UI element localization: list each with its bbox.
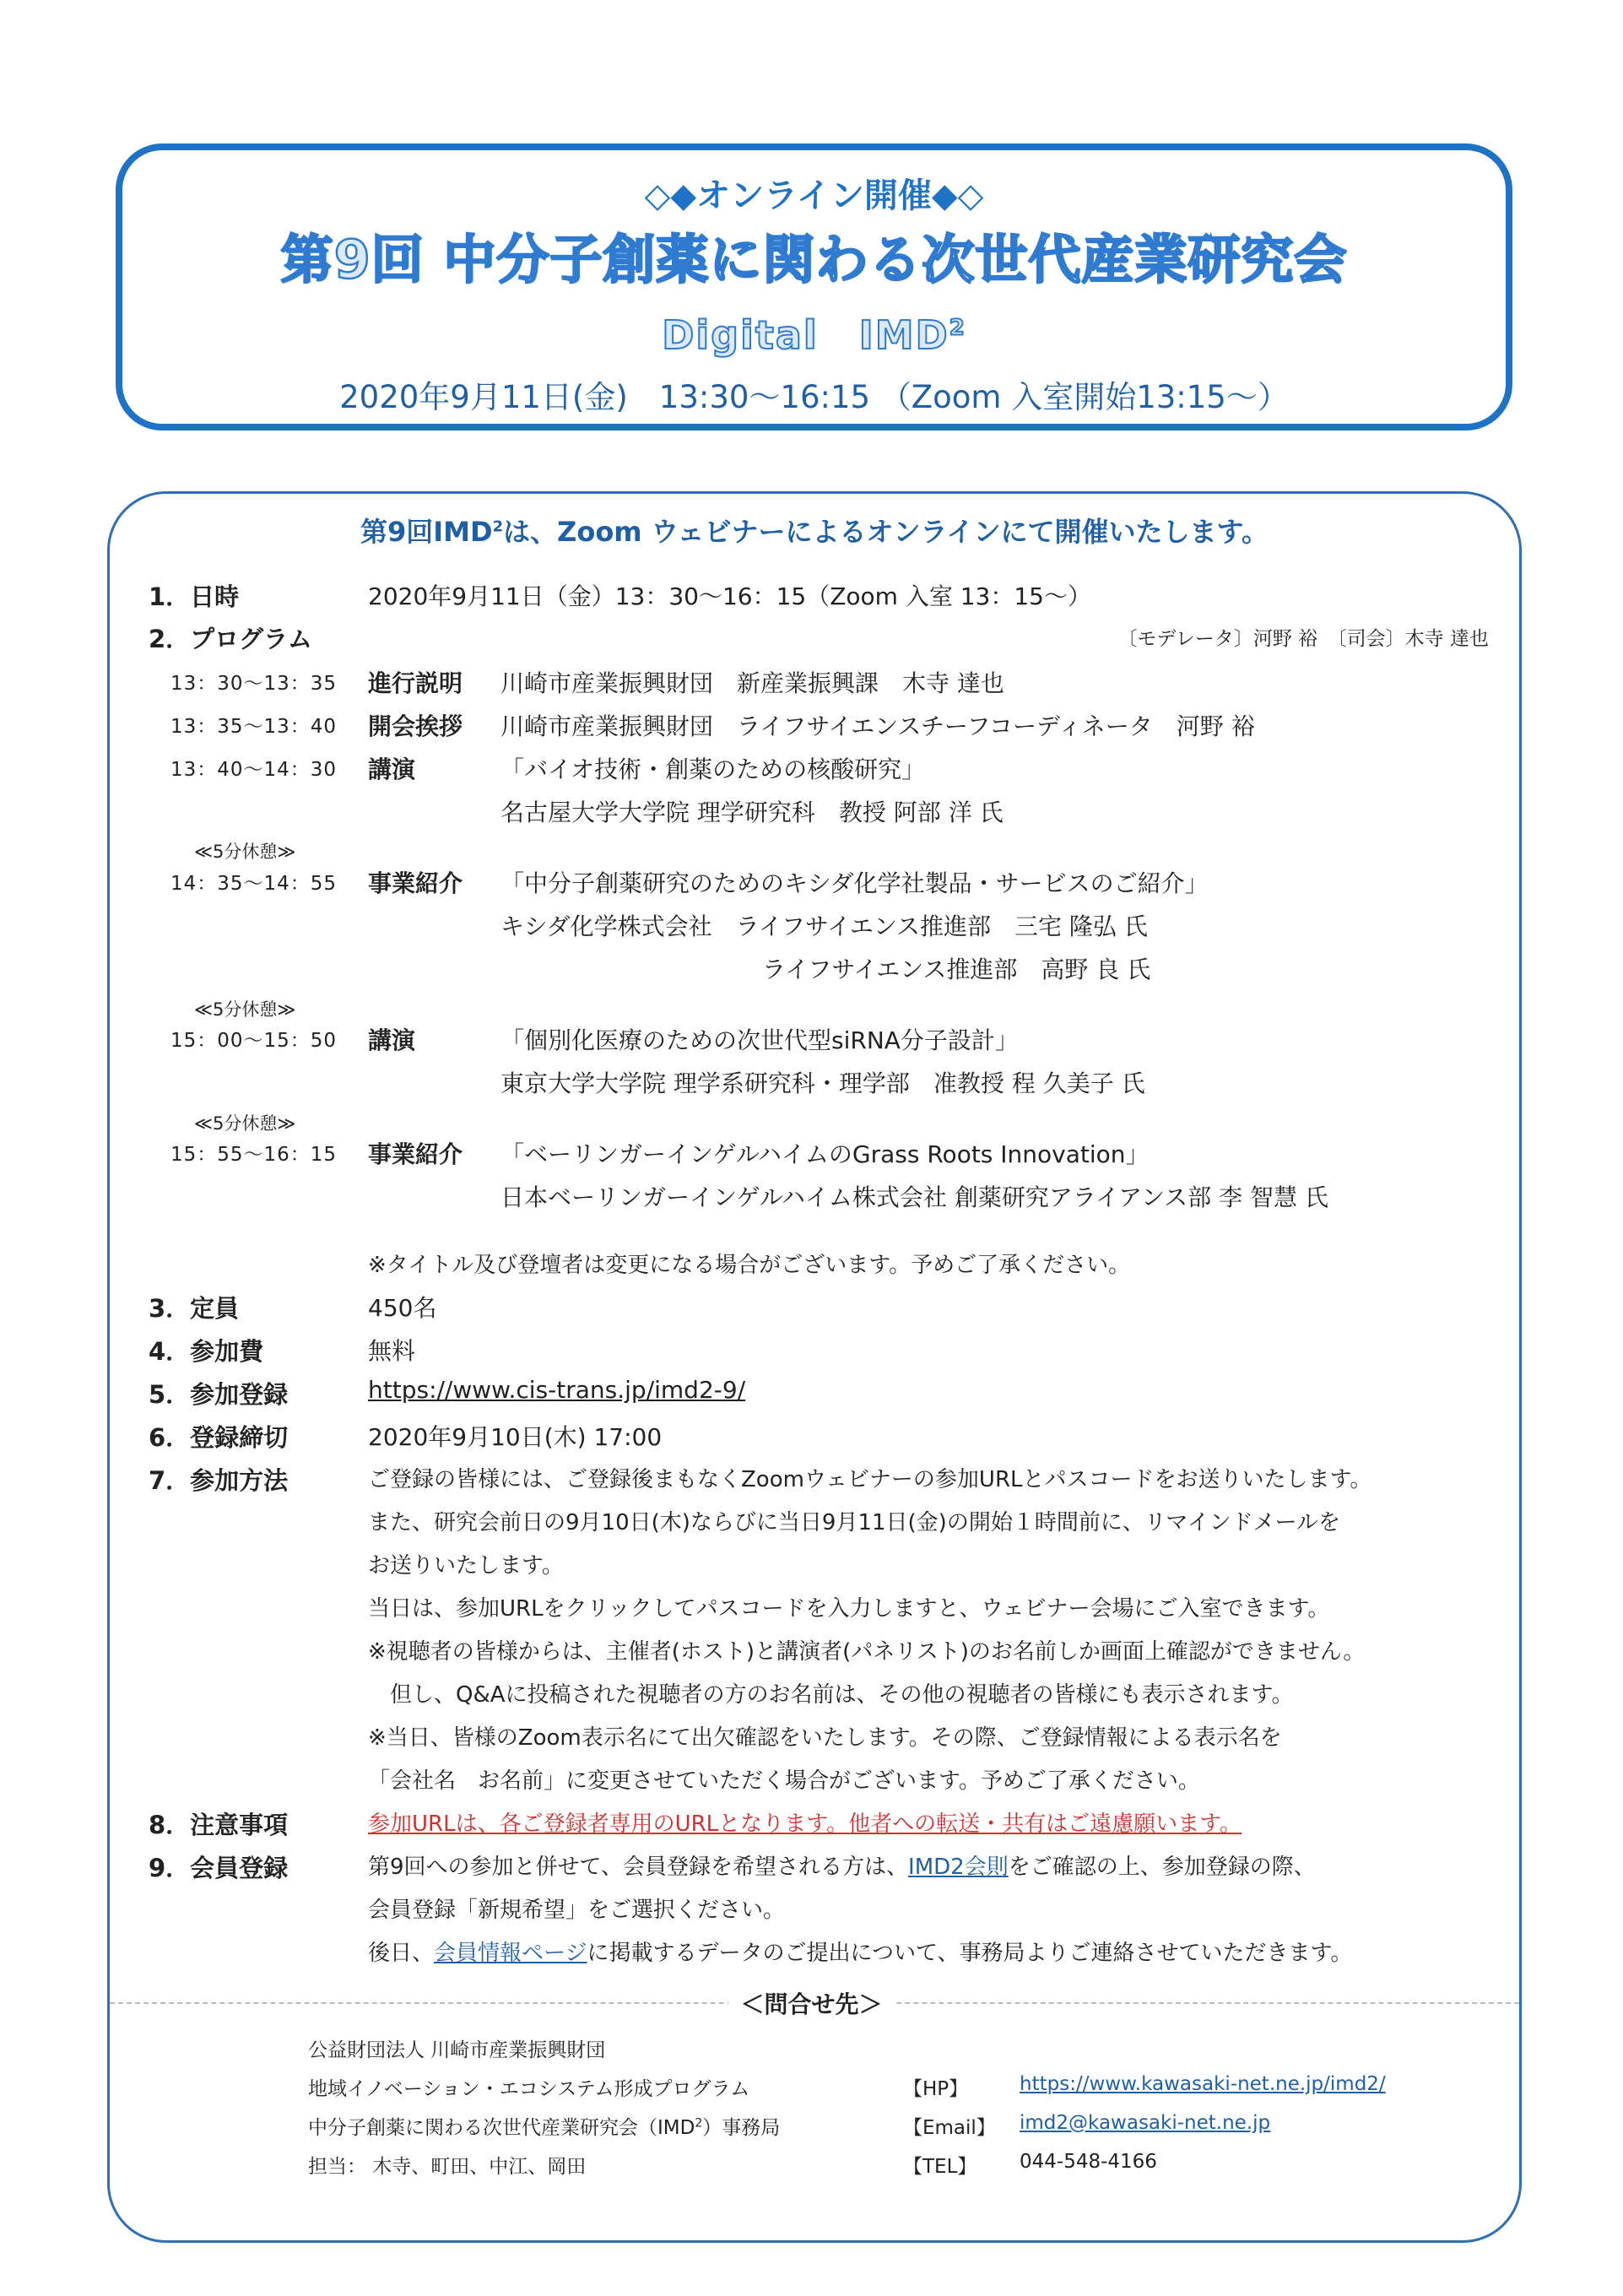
fee-label: 4．参加費 — [149, 1337, 264, 1366]
main-content-box — [107, 491, 1522, 2243]
method-line: 但し、Q&Aに投稿された視聴者の方のお名前は、その他の視聴者の皆様にも表示されます。 — [368, 1682, 1294, 1708]
intro-text: 第9回IMD$^2$は、Zoom ウェビナーによるオンラインにて開催いたします。 — [360, 516, 1269, 548]
method-label: 7．参加方法 — [149, 1466, 289, 1495]
event-datetime: 2020年9月11日(金) 13:30～16:15 （Zoom 入室開始13:15～） — [339, 379, 1289, 415]
program-type: 開会挨拶 — [368, 712, 463, 740]
program-time: 13：40～14：30 — [170, 759, 338, 781]
program-time: 13：30～13：35 — [170, 673, 338, 695]
lecture-title: 「中分子創薬研究のためのキシダ化学社製品・サービスのご紹介」 — [500, 869, 1209, 897]
contact-staff: 担当： 木寺、町田、中江、岡田 — [308, 2156, 587, 2178]
program-text: 川崎市産業振興財団 ライフサイエンスチーフコーディネータ 河野 裕 — [500, 712, 1255, 740]
membership-label: 9．会員登録 — [149, 1854, 289, 1882]
program-type: 事業紹介 — [368, 1140, 463, 1168]
fee-value: 無料 — [368, 1337, 416, 1365]
method-line: ※当日、皆様のZoom表示名にて出欠確認をいたします。その際、ご登録情報による表示名を — [368, 1725, 1282, 1751]
deadline-label: 6．登録締切 — [149, 1423, 289, 1452]
membership-line: 会員登録「新規希望」をご選択ください。 — [368, 1898, 786, 1923]
contact-office: 中分子創薬に関わる次世代産業研究会（IMD$^2$）事務局 — [308, 2116, 781, 2139]
header-box — [116, 144, 1512, 430]
event-title: 第9回 中分子創薬に関わる次世代産業研究会 — [280, 229, 1348, 290]
break-label: ≪5分休憩≫ — [194, 842, 296, 862]
capacity-label: 3．定員 — [149, 1294, 240, 1323]
method-line: ※視聴者の皆様からは、主催者(ホスト)と講演者(パネリスト)のお名前しか画面上確認ができません。 — [368, 1639, 1366, 1665]
program-time: 14：35～14：55 — [170, 873, 338, 895]
program-note: ※タイトル及び登壇者は変更になる場合がございます。予めご了承ください。 — [368, 1253, 1131, 1278]
date-value: 2020年9月11日（金）13：30～16：15（Zoom 入室 13：15～） — [368, 582, 1091, 610]
method-line: また、研究会前日の9月10日(木)ならびに当日9月11日(金)の開始１時間前に、リマインドメールを — [368, 1510, 1341, 1535]
hp-link[interactable]: https://www.kawasaki-net.ne.jp/imd2/ — [1020, 2073, 1386, 2095]
membership-line: 後日、会員情報ページに掲載するデータのご提出について、事務局よりご連絡させていただきます。 — [368, 1941, 1353, 1966]
member-info-link[interactable]: 会員情報ページ — [434, 1941, 587, 1966]
email-label: 【Email】 — [903, 2117, 996, 2139]
speaker: 東京大学大学院 理学系研究科・理学部 准教授 程 久美子 氏 — [500, 1069, 1145, 1097]
tel-value: 044-548-4166 — [1020, 2151, 1157, 2173]
speaker: 名古屋大学大学院 理学研究科 教授 阿部 洋 氏 — [500, 799, 1004, 826]
email-link[interactable]: imd2@kawasaki-net.ne.jp — [1020, 2112, 1271, 2134]
caution-text: 参加URLは、各ご登録者専用のURLとなります。他者への転送・共有はご遠慮願います。 — [368, 1811, 1242, 1837]
speaker: 日本ベーリンガーインゲルハイム株式会社 創薬研究アライアンス部 李 智慧 氏 — [500, 1183, 1328, 1211]
method-line: お送りいたします。 — [368, 1553, 564, 1578]
program-text: 川崎市産業振興財団 新産業振興課 木寺 達也 — [500, 669, 1004, 697]
method-line: 当日は、参加URLをクリックしてパスコードを入力しますと、ウェビナー会場にご入室できます。 — [368, 1596, 1330, 1622]
caution-label: 8．注意事項 — [149, 1811, 289, 1839]
program-time: 13：35～13：40 — [170, 716, 338, 738]
lecture-title: 「バイオ技術・創薬のための核酸研究」 — [500, 755, 926, 783]
capacity-value: 450名 — [368, 1294, 437, 1322]
moderator-info: 〔モデレータ〕河野 裕 〔司会〕木寺 達也 — [1117, 628, 1489, 650]
contact-title: ＜問合せ先＞ — [0, 1986, 1623, 2020]
method-line: ご登録の皆様には、ご登録後まもなくZoomウェビナーの参加URLとパスコードをお送りいたします。 — [368, 1467, 1372, 1492]
program-label: 2．プログラム — [149, 625, 312, 653]
break-label: ≪5分休憩≫ — [194, 1113, 296, 1134]
program-time: 15：55～16：15 — [170, 1144, 338, 1166]
lecture-title: 「ベーリンガーインゲルハイムのGrass Roots Innovation」 — [500, 1140, 1150, 1168]
speaker: ライフサイエンス推進部 高野 良 氏 — [762, 956, 1151, 983]
program-type: 進行説明 — [368, 669, 463, 697]
contact-org: 公益財団法人 川崎市産業振興財団 — [308, 2039, 606, 2061]
rules-link[interactable]: IMD2会則 — [908, 1855, 1009, 1880]
program-time: 15：00～15：50 — [170, 1030, 338, 1052]
program-type: 講演 — [368, 755, 416, 783]
tel-label: 【TEL】 — [903, 2156, 977, 2178]
speaker: キシダ化学株式会社 ライフサイエンス推進部 三宅 隆弘 氏 — [500, 912, 1148, 940]
hp-label: 【HP】 — [903, 2078, 969, 2100]
online-banner: ◇◆オンライン開催◆◇ — [644, 176, 984, 215]
contact-program: 地域イノベーション・エコシステム形成プログラム — [308, 2078, 750, 2100]
membership-line: 第9回への参加と併せて、会員登録を希望される方は、IMD2会則をご確認の上、参加登録の際、 — [368, 1855, 1316, 1880]
date-label: 1．日時 — [149, 582, 240, 611]
deadline-value: 2020年9月10日(木) 17:00 — [368, 1423, 663, 1451]
registration-label: 5．参加登録 — [149, 1380, 289, 1409]
method-line: 「会社名 お名前」に変更させていただく場合がございます。予めご了承ください。 — [368, 1768, 1200, 1794]
lecture-title: 「個別化医療のための次世代型siRNA分子設計」 — [500, 1026, 1019, 1054]
break-label: ≪5分休憩≫ — [194, 999, 296, 1020]
event-subtitle: Digital IMD$^2$ — [662, 312, 966, 358]
program-type: 事業紹介 — [368, 869, 463, 897]
program-type: 講演 — [368, 1026, 416, 1054]
registration-link[interactable]: https://www.cis-trans.jp/imd2-9/ — [368, 1376, 746, 1404]
